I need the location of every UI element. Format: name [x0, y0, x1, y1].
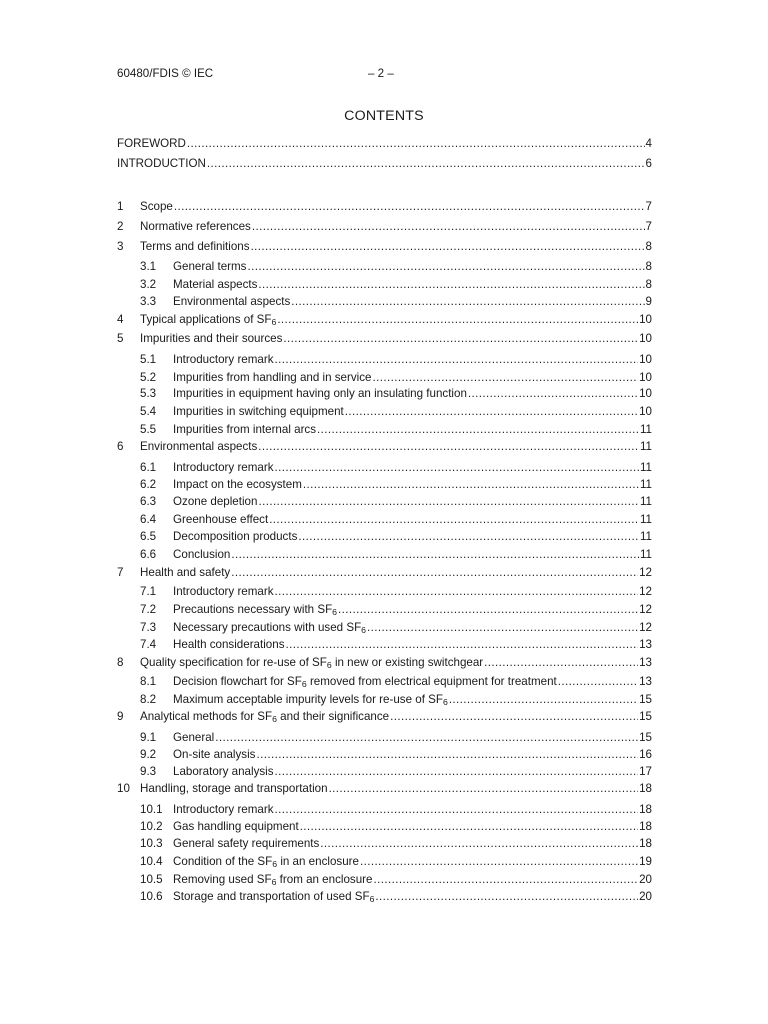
toc-entry-page: 10	[639, 371, 652, 384]
toc-entry[interactable]	[140, 352, 652, 368]
toc-entry[interactable]	[140, 802, 652, 818]
toc-leader-dots	[449, 692, 638, 708]
toc-entry-page: 8	[645, 260, 652, 273]
toc-entry-page: 11	[639, 495, 652, 508]
toc-leader-dots	[277, 312, 638, 328]
toc-entry-title	[173, 747, 255, 763]
toc-entry-page: 6	[645, 157, 652, 170]
toc-entry-number: 6.6	[140, 548, 157, 561]
toc-entry-page: 13	[639, 638, 652, 651]
toc-entry-page: 10	[639, 387, 652, 400]
toc-leader-dots	[174, 199, 645, 215]
toc-entry-number: 10.6	[140, 890, 163, 903]
toc-entry-title-text: Introductory remark	[173, 803, 274, 816]
toc-entry-title	[173, 386, 467, 402]
toc-entry[interactable]	[140, 620, 652, 636]
toc-entry-title-text: Removing used SF	[173, 873, 272, 886]
toc-entry-number: 1	[117, 200, 124, 213]
toc-entry[interactable]	[140, 422, 652, 438]
toc-entry[interactable]	[140, 404, 652, 420]
toc-leader-dots	[247, 259, 644, 275]
toc-entry-number: 2	[117, 220, 124, 233]
toc-leader-dots	[258, 494, 639, 510]
toc-entry[interactable]	[140, 547, 652, 563]
contents-title: CONTENTS	[344, 108, 424, 124]
toc-entry-title	[140, 565, 230, 581]
toc-entry[interactable]	[140, 854, 652, 870]
toc-entry-number: 7.2	[140, 603, 157, 616]
toc-entry-title	[140, 219, 251, 235]
toc-entry-page: 11	[639, 530, 652, 543]
toc-entry-page: 11	[639, 423, 652, 436]
toc-entry-page: 11	[639, 440, 652, 453]
toc-entry-title-text: Decision flowchart for SF	[173, 675, 302, 688]
toc-entry-title	[173, 889, 374, 905]
toc-entry-subscript: 6	[326, 660, 332, 670]
toc-entry-number: 6.1	[140, 461, 157, 474]
toc-entry-title	[173, 422, 316, 438]
toc-entry-title	[173, 802, 274, 818]
toc-entry-page: 18	[639, 803, 652, 816]
toc-entry-title-text: Storage and transportation of used SF	[173, 890, 370, 903]
toc-entry[interactable]	[140, 584, 652, 600]
toc-entry[interactable]	[140, 294, 652, 310]
toc-entry-title-text: Environmental aspects	[173, 295, 291, 308]
toc-entry-number: 3	[117, 240, 124, 253]
toc-leader-dots	[303, 477, 639, 493]
toc-entry[interactable]	[140, 460, 652, 476]
toc-entry-number: 6.4	[140, 513, 157, 526]
toc-leader-dots	[231, 547, 639, 563]
toc-entry-number: 3.1	[140, 260, 157, 273]
toc-entry-title-text: Introductory remark	[173, 353, 274, 366]
toc-entry-title-text: Condition of the SF	[173, 855, 273, 868]
toc-entry-page: 10	[639, 332, 652, 345]
toc-entry-title-suffix: from an enclosure	[276, 873, 373, 886]
toc-entry-subscript: 6	[272, 859, 278, 869]
toc-entry-number: 10.2	[140, 820, 163, 833]
toc-leader-dots	[251, 239, 645, 255]
toc-entry-page: 12	[639, 566, 652, 579]
toc-entry-page: 12	[639, 585, 652, 598]
toc-entry-title-text: Ozone depletion	[173, 495, 258, 508]
toc-entry[interactable]	[140, 836, 652, 852]
toc-entry-page: 11	[639, 548, 652, 561]
toc-entry-title	[173, 764, 274, 780]
toc-entry-title	[140, 781, 328, 797]
toc-leader-dots	[275, 352, 639, 368]
document-reference: 60480/FDIS © IEC	[117, 67, 214, 80]
toc-entry-page: 18	[639, 782, 652, 795]
toc-entry-number: 5	[117, 332, 124, 345]
toc-entry-title-text: Analytical methods for SF	[140, 710, 273, 723]
toc-entry-page: 12	[639, 621, 652, 634]
toc-entry-page: 15	[639, 731, 652, 744]
toc-entry-number: 3.2	[140, 278, 157, 291]
toc-leader-dots	[187, 136, 645, 152]
toc-entry-title	[173, 602, 337, 618]
toc-entry-subscript: 6	[361, 625, 367, 635]
toc-entry-number: 10.3	[140, 837, 163, 850]
toc-entry[interactable]	[140, 872, 652, 888]
toc-entry-title-text: Quality specification for re-use of SF	[140, 656, 327, 669]
toc-entry-page: 17	[639, 765, 652, 778]
toc-entry-title	[173, 460, 274, 476]
toc-entry[interactable]	[140, 512, 652, 528]
toc-entry[interactable]	[117, 709, 652, 725]
toc-entry-page: 7	[645, 200, 652, 213]
toc-entry-title-text: FOREWORD	[117, 137, 186, 150]
toc-entry-subscript: 6	[332, 607, 338, 617]
toc-entry[interactable]	[117, 312, 652, 328]
toc-entry-number: 8.2	[140, 693, 157, 706]
toc-entry-title-text: Laboratory analysis	[173, 765, 274, 778]
toc-entry[interactable]	[140, 529, 652, 545]
toc-entry-page: 11	[639, 461, 652, 474]
toc-entry-title-text: Terms and definitions	[140, 240, 250, 253]
toc-entry-number: 9	[117, 710, 124, 723]
toc-entry-page: 8	[645, 240, 652, 253]
toc-entry-page: 18	[639, 837, 652, 850]
toc-entry-title	[140, 312, 276, 328]
toc-entry-title	[173, 512, 268, 528]
toc-leader-dots	[256, 747, 638, 763]
toc-entry-title-text: General terms	[173, 260, 247, 273]
toc-leader-dots	[338, 602, 638, 618]
toc-entry[interactable]	[117, 219, 652, 235]
toc-entry-title	[173, 494, 257, 510]
toc-entry-number: 6.3	[140, 495, 157, 508]
toc-entry-title-text: Health considerations	[173, 638, 285, 651]
toc-entry-number: 10.1	[140, 803, 163, 816]
toc-entry-subscript: 6	[271, 877, 277, 887]
toc-entry[interactable]	[140, 889, 652, 905]
toc-entry-number: 10	[117, 782, 130, 795]
toc-entry[interactable]	[140, 674, 652, 690]
toc-entry-title-text: Impurities from internal arcs	[173, 423, 317, 436]
toc-entry-title-text: Introductory remark	[173, 461, 274, 474]
toc-entry-title-text: Decomposition products	[173, 530, 298, 543]
toc-entry-number: 6.2	[140, 478, 157, 491]
toc-entry-title	[173, 370, 371, 386]
toc-entry-title-text: Impurities and their sources	[140, 332, 283, 345]
toc-leader-dots	[320, 836, 638, 852]
toc-entry-title-text: Handling, storage and transportation	[140, 782, 328, 795]
toc-entry[interactable]	[140, 259, 652, 275]
toc-leader-dots	[258, 439, 639, 455]
toc-entry[interactable]	[140, 747, 652, 763]
toc-entry[interactable]	[140, 819, 652, 835]
toc-entry-page: 13	[639, 675, 652, 688]
toc-entry-page: 18	[639, 820, 652, 833]
toc-entry[interactable]	[117, 136, 652, 152]
toc-leader-dots	[390, 709, 638, 725]
toc-entry[interactable]	[117, 439, 652, 455]
toc-entry-page: 20	[639, 890, 652, 903]
toc-entry-title	[173, 584, 274, 600]
toc-entry[interactable]	[140, 637, 652, 653]
toc-entry-title-text: Greenhouse effect	[173, 513, 269, 526]
toc-entry-page: 12	[639, 603, 652, 616]
toc-entry-title	[173, 836, 319, 852]
toc-entry-title-text: Material aspects	[173, 278, 258, 291]
toc-entry-title-text: On-site analysis	[173, 748, 256, 761]
toc-entry-title	[140, 331, 282, 347]
toc-entry-number: 5.5	[140, 423, 157, 436]
toc-entry-title-text: Introductory remark	[173, 585, 274, 598]
toc-entry-page: 16	[639, 748, 652, 761]
toc-leader-dots	[252, 219, 645, 235]
toc-entry-page: 10	[639, 405, 652, 418]
toc-entry-title-text: Typical applications of SF	[140, 313, 272, 326]
toc-entry-title	[173, 294, 290, 310]
toc-leader-dots	[375, 889, 638, 905]
toc-entry[interactable]	[117, 331, 652, 347]
toc-entry-number: 6.5	[140, 530, 157, 543]
toc-entry-number: 5.2	[140, 371, 157, 384]
toc-entry-page: 11	[639, 478, 652, 491]
toc-entry[interactable]	[117, 565, 652, 581]
toc-entry-title	[140, 439, 257, 455]
toc-entry-page: 13	[639, 656, 652, 669]
toc-entry-number: 4	[117, 313, 124, 326]
toc-entry-title	[173, 529, 297, 545]
toc-entry-subscript: 6	[272, 714, 277, 724]
toc-entry-number: 8	[117, 656, 124, 669]
toc-entry-title	[173, 477, 302, 493]
toc-entry-title	[173, 259, 246, 275]
toc-entry-title-text: Health and safety	[140, 566, 231, 579]
toc-entry[interactable]	[140, 764, 652, 780]
toc-entry-page: 10	[639, 313, 652, 326]
toc-entry[interactable]	[117, 655, 652, 671]
toc-entry-title	[140, 709, 389, 725]
toc-entry-number: 7.4	[140, 638, 157, 651]
toc-leader-dots	[275, 802, 639, 818]
toc-entry-title	[173, 730, 214, 746]
toc-entry-title	[173, 404, 344, 420]
toc-entry-page: 10	[639, 353, 652, 366]
toc-entry[interactable]	[140, 386, 652, 402]
toc-entry-title	[140, 655, 483, 671]
toc-entry-number: 5.4	[140, 405, 157, 418]
toc-entry-title-text: Gas handling equipment	[173, 820, 299, 833]
toc-leader-dots	[298, 529, 639, 545]
toc-leader-dots	[317, 422, 639, 438]
toc-entry-number: 6	[117, 440, 124, 453]
toc-leader-dots	[468, 386, 638, 402]
page-header	[117, 67, 652, 83]
toc-entry[interactable]	[140, 494, 652, 510]
toc-entry-title	[173, 692, 448, 708]
toc-entry-title-text: General safety requirements	[173, 837, 320, 850]
toc-entry-number: 9.1	[140, 731, 157, 744]
toc-entry[interactable]	[140, 602, 652, 618]
toc-entry-title-text: Normative references	[140, 220, 251, 233]
toc-entry-page: 15	[639, 710, 652, 723]
toc-entry-number: 7	[117, 566, 124, 579]
toc-entry-title	[173, 819, 299, 835]
toc-entry-page: 9	[645, 295, 652, 308]
toc-entry-title-text: INTRODUCTION	[117, 157, 206, 170]
toc-leader-dots	[367, 620, 638, 636]
toc-entry-title	[173, 854, 359, 870]
toc-entry-title	[117, 156, 206, 172]
toc-entry-page: 15	[639, 693, 652, 706]
toc-leader-dots	[283, 331, 638, 347]
toc-entry-title-text: Impurities from handling and in service	[173, 371, 372, 384]
toc-entry-title	[173, 637, 285, 653]
toc-leader-dots	[215, 730, 638, 746]
toc-entry-title	[173, 674, 557, 690]
toc-entry-title	[140, 199, 173, 215]
toc-entry-subscript: 6	[442, 697, 448, 707]
toc-entry-page: 7	[645, 220, 652, 233]
toc-leader-dots	[275, 460, 639, 476]
toc-entry-title-text: Conclusion	[173, 548, 231, 561]
toc-entry[interactable]	[140, 730, 652, 746]
toc-entry-number: 5.1	[140, 353, 157, 366]
toc-leader-dots	[373, 872, 638, 888]
toc-entry-title-text: Impurities in switching equipment	[173, 405, 344, 418]
toc-entry-title-text: General	[173, 731, 215, 744]
toc-leader-dots	[207, 156, 645, 172]
toc-entry-title-suffix: and their significance	[276, 710, 390, 723]
toc-entry-number: 8.1	[140, 675, 157, 688]
toc-entry-title-suffix: in an enclosure	[277, 855, 359, 868]
toc-leader-dots	[291, 294, 644, 310]
toc-entry[interactable]	[140, 277, 652, 293]
toc-leader-dots	[231, 565, 638, 581]
toc-entry[interactable]	[117, 239, 652, 255]
page-number: – 2 –	[368, 67, 394, 80]
toc-entry[interactable]	[140, 477, 652, 493]
toc-entry-subscript: 6	[271, 317, 277, 327]
toc-entry-title-suffix: in new or existing switchgear	[331, 656, 484, 669]
toc-entry-number: 10.5	[140, 873, 163, 886]
toc-entry-subscript: 6	[301, 679, 307, 689]
toc-entry-number: 10.4	[140, 855, 163, 868]
toc-entry-page: 8	[645, 278, 652, 291]
toc-entry-title	[117, 136, 186, 152]
toc-entry-page: 20	[639, 873, 652, 886]
toc-entry-title-text: Scope	[140, 200, 173, 213]
toc-entry-title-text: Precautions necessary with SF	[173, 603, 333, 616]
toc-leader-dots	[484, 655, 638, 671]
toc-leader-dots	[275, 584, 639, 600]
toc-leader-dots	[372, 370, 638, 386]
toc-leader-dots	[269, 512, 639, 528]
toc-leader-dots	[258, 277, 644, 293]
toc-entry[interactable]	[140, 370, 652, 386]
toc-entry-number: 7.3	[140, 621, 157, 634]
toc-leader-dots	[300, 819, 638, 835]
toc-entry-title-text: Maximum acceptable impurity levels for re-use of SF	[173, 693, 443, 706]
toc-entry-title-text: Necessary precautions with used SF	[173, 621, 362, 634]
toc-entry-title	[173, 352, 274, 368]
toc-leader-dots	[275, 764, 639, 780]
toc-entry-subscript: 6	[369, 894, 375, 904]
toc-entry-page: 19	[639, 855, 652, 868]
toc-leader-dots	[558, 674, 638, 690]
toc-leader-dots	[345, 404, 638, 420]
toc-entry[interactable]	[117, 199, 652, 215]
toc-entry-number: 5.3	[140, 387, 157, 400]
toc-entry-number: 7.1	[140, 585, 157, 598]
toc-entry-number: 9.3	[140, 765, 157, 778]
toc-entry-page: 11	[639, 513, 652, 526]
toc-entry-title-text: Impact on the ecosystem	[173, 478, 302, 491]
toc-leader-dots	[360, 854, 638, 870]
toc-entry-title	[173, 872, 372, 888]
toc-entry-number: 9.2	[140, 748, 157, 761]
toc-leader-dots	[286, 637, 639, 653]
toc-entry[interactable]	[117, 781, 652, 797]
toc-entry-title-suffix: removed from electrical equipment for treatment	[306, 675, 557, 688]
toc-entry-title	[173, 277, 257, 293]
toc-entry-title	[173, 547, 230, 563]
toc-leader-dots	[329, 781, 639, 797]
toc-entry-title-text: Impurities in equipment having only an insulating function	[173, 387, 467, 400]
toc-entry-number: 3.3	[140, 295, 157, 308]
toc-entry-title-text: Environmental aspects	[140, 440, 258, 453]
toc-entry[interactable]	[140, 692, 652, 708]
toc-entry-page: 4	[645, 137, 652, 150]
toc-entry-title	[140, 239, 250, 255]
toc-entry-title	[173, 620, 366, 636]
toc-entry[interactable]	[117, 156, 652, 172]
